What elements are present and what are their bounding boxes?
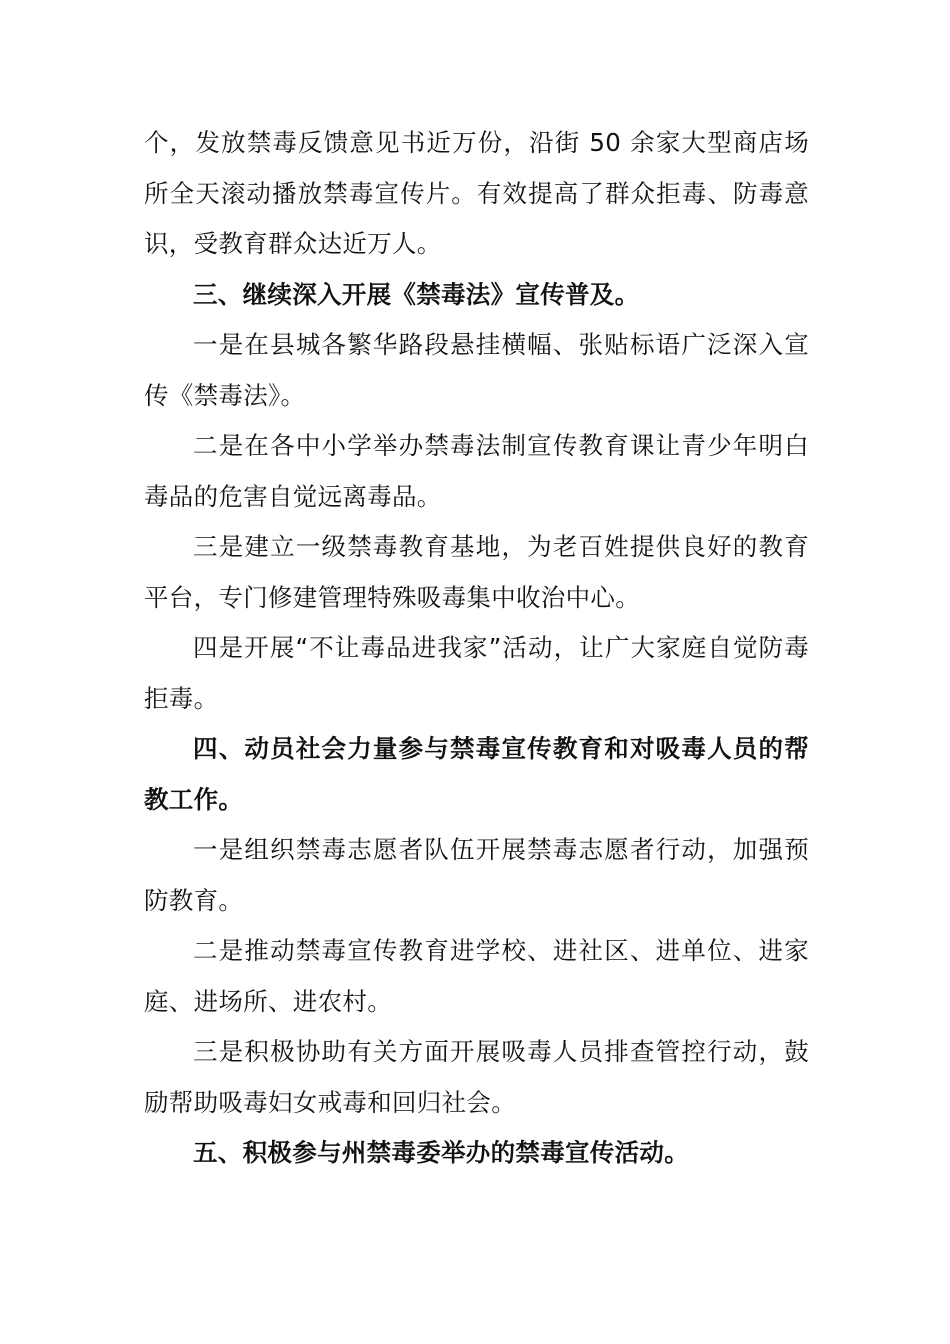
- section-heading-five: 五、积极参与州禁毒委举办的禁毒宣传活动。: [193, 1138, 689, 1167]
- paragraph-item-education-base: 三是建立一级禁毒教育基地，为老百姓提供良好的教育平台，专门修建管理特殊吸毒集中收治中心。: [144, 532, 809, 612]
- section-heading-four: 四、动员社会力量参与禁毒宣传教育和对吸毒人员的帮教工作。: [144, 734, 809, 814]
- section-heading-three: 三、继续深入开展《禁毒法》宣传普及。: [193, 279, 640, 309]
- paragraph-item-volunteers: 一是组织禁毒志愿者队伍开展禁毒志愿者行动，加强预防教育。: [144, 835, 809, 915]
- paragraph-continuation: 个，发放禁毒反馈意见书近万份，沿街 50 余家大型商店场所全天滚动播放禁毒宣传片。有效提高了群众拒毒、防毒意识，受教育群众达近万人。: [144, 128, 809, 258]
- paragraph-item-banners: 一是在县城各繁华路段悬挂横幅、张贴标语广泛深入宣传《禁毒法》。: [144, 330, 809, 410]
- paragraph-item-screening: 三是积极协助有关方面开展吸毒人员排查管控行动，鼓励帮助吸毒妇女戒毒和回归社会。: [144, 1037, 809, 1117]
- paragraph-item-schools: 二是在各中小学举办禁毒法制宣传教育课让青少年明白毒品的危害自觉远离毒品。: [144, 431, 809, 511]
- paragraph-item-family-campaign: 四是开展“不让毒品进我家”活动，让广大家庭自觉防毒拒毒。: [144, 633, 809, 713]
- paragraph-item-outreach: 二是推动禁毒宣传教育进学校、进社区、进单位、进家庭、进场所、进农村。: [144, 936, 809, 1016]
- document-body: [144, 118, 809, 1179]
